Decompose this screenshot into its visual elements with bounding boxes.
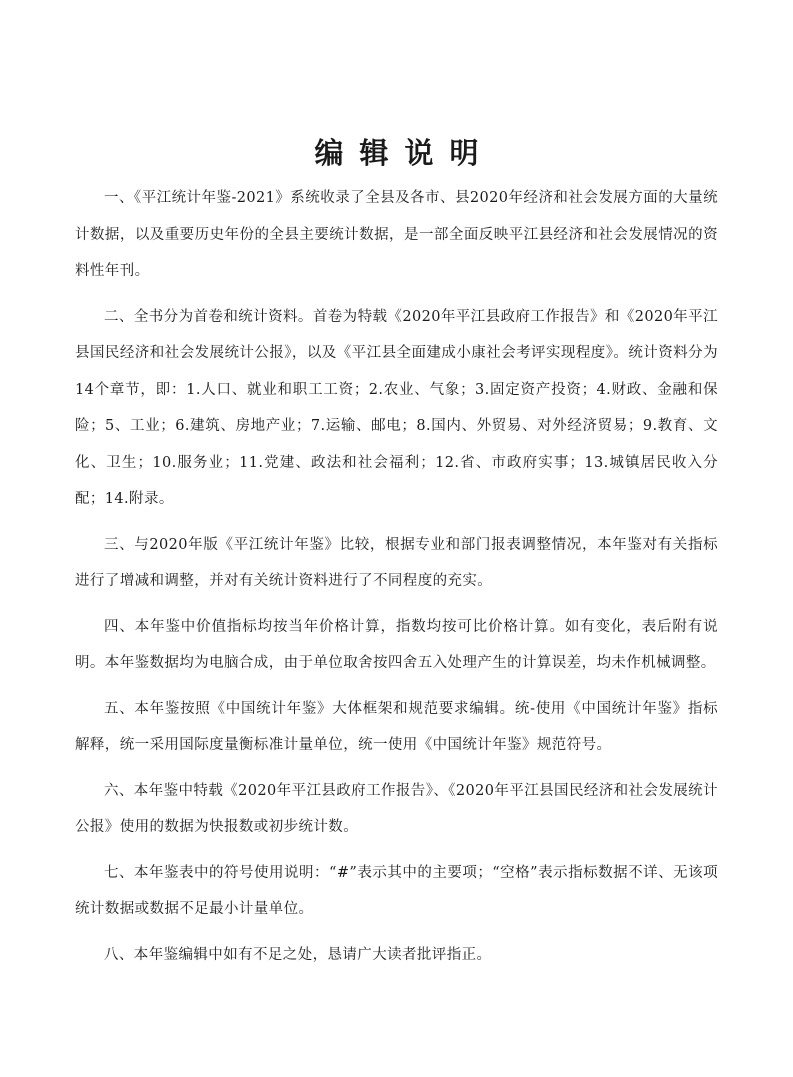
paragraph-4: 四、本年鉴中价值指标均按当年价格计算，指数均按可比价格计算。如有变化，表后附有说明。本年鉴数据均为电脑合成，由于单位取舍按四舍五入处理产生的计算误差，均未作机械调整。	[75, 618, 718, 671]
page-title: 编辑说明	[314, 136, 495, 171]
paragraph-1: 一、《平江统计年鉴-2021》系统收录了全县及各市、县2020年经济和社会发展方面的大量统计数据，以及重要历史年份的全县主要统计数据，是一部全面反映平江县经济和社会发展情况的资料性年刊。	[75, 190, 718, 279]
paragraph-5: 五、本年鉴按照《中国统计年鉴》大体框架和规范要求编辑。统-使用《中国统计年鉴》指标解释，统一采用国际度量衡标准计量单位，统一使用《中国统计年鉴》规范符号。	[75, 700, 718, 753]
paragraph-8: 八、本年鉴编辑中如有不足之处，恳请广大读者批评指正。	[104, 946, 492, 963]
paragraph-6: 六、本年鉴中特载《2020年平江县政府工作报告》、《2020年平江县国民经济和社会发展统计公报》使用的数据为快报数或初步统计数。	[75, 782, 718, 835]
paragraph-2: 二、全书分为首卷和统计资料。首卷为特载《2020年平江县政府工作报告》和《2020年平江县国民经济和社会发展统计公报》，以及《平江县全面建成小康社会考评实现程度》。统计资料分为14个章节，即：1.人口、就业和职工工资；2.农业、气象；3.固定资产投资；4.财政、金融和保险；5、工业；6.建筑、房地产业；7.运输、邮电；8.国内、外贸易、对外经济贸易；9.教育、文化、卫生；10.服务业；11.党建、政法和社会福利；12.省、市政府实事；13.城镇居民收入分配；14.附录。	[75, 308, 718, 507]
paragraph-7: 七、本年鉴表中的符号使用说明：“#”表示其中的主要项；“空格”表示指标数据不详、无该项统计数据或数据不足最小计量单位。	[75, 864, 718, 917]
document-body	[75, 180, 718, 982]
paragraph-3: 三、与2020年版《平江统计年鉴》比较，根据专业和部门报表调整情况，本年鉴对有关指标进行了增减和调整，并对有关统计资料进行了不同程度的充实。	[75, 536, 718, 589]
